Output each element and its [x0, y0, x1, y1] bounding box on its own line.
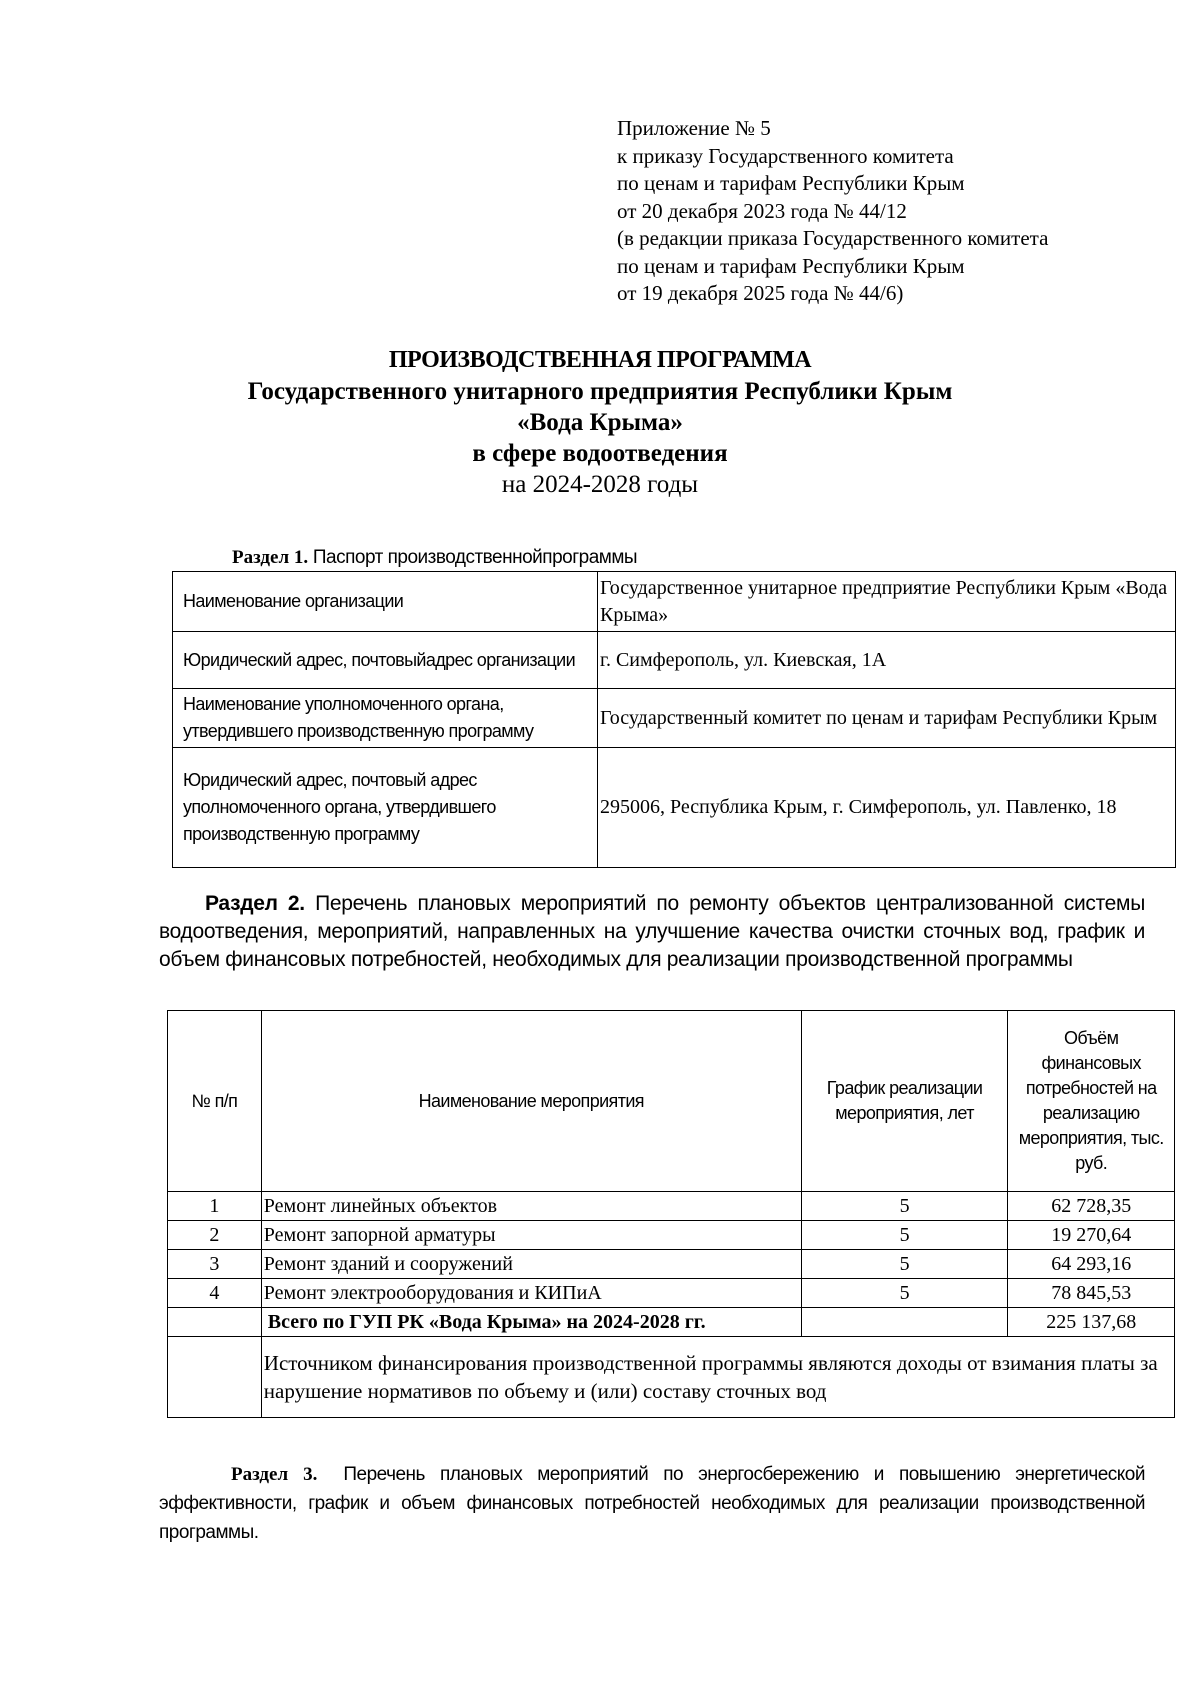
title-line: ПРОИЗВОДСТВЕННАЯ ПРОГРАММА	[388, 347, 812, 373]
appendix-line: Приложение № 5	[617, 116, 771, 140]
appendix-line: (в редакции приказа Государственного комитета	[617, 226, 1049, 250]
row-schedule: 5	[801, 1221, 1008, 1250]
passport-label: Юридический адрес, почтовый адрес уполномоченного органа, утвердившего производственную программу	[173, 748, 598, 868]
row-name: Ремонт зданий и сооружений	[261, 1250, 801, 1279]
appendix-line: от 19 декабря 2025 года № 44/6)	[617, 281, 904, 305]
section1-heading-label: Раздел 1.	[232, 547, 309, 568]
passport-table	[172, 571, 1176, 868]
section2-heading-text: Перечень плановых мероприятий по ремонту объектов централизованной системы водоотведения, мероприятий, направленных на улучшение качества очистки сточных вод, график и объем финансовых потребностей, необходимых для реализации производственной программы	[159, 892, 1145, 971]
title-line: на 2024-2028 годы	[501, 471, 699, 498]
section3-heading	[159, 1460, 1145, 1547]
passport-value: Государственное унитарное предприятие Республики Крым «Вода Крыма»	[598, 572, 1176, 632]
row-amount: 62 728,35	[1008, 1192, 1175, 1221]
row-schedule: 5	[801, 1279, 1008, 1308]
appendix-line: к приказу Государственного комитета	[617, 143, 954, 168]
total-schedule-empty	[801, 1308, 1008, 1337]
header-name: Наименование мероприятия	[261, 1011, 801, 1192]
appendix-line: по ценам и тарифам Республики Крым	[617, 253, 965, 278]
table-header-row	[168, 1011, 1175, 1192]
table-row	[173, 748, 1176, 868]
row-name: Ремонт линейных объектов	[261, 1192, 801, 1221]
row-num: 3	[168, 1250, 262, 1279]
passport-label: Юридический адрес, почтовыйадрес организации	[173, 632, 598, 689]
section1-heading-text: Паспорт производственнойпрограммы	[308, 547, 638, 568]
row-schedule: 5	[801, 1250, 1008, 1279]
title-line: Государственного унитарного предприятия Республики Крым	[247, 378, 953, 405]
total-row	[168, 1308, 1175, 1337]
financing-note: Источником финансирования производственной программы являются доходы от взимания платы за нарушение нормативов по объему и (или) составу сточных вод	[261, 1337, 1174, 1418]
row-name: Ремонт электрооборудования и КИПиА	[261, 1279, 801, 1308]
title-line: «Вода Крыма»	[517, 409, 683, 436]
table-row	[168, 1250, 1175, 1279]
row-name: Ремонт запорной арматуры	[261, 1221, 801, 1250]
table-row	[168, 1221, 1175, 1250]
section2-heading	[159, 890, 1145, 974]
document-title	[0, 345, 1200, 500]
passport-value: Государственный комитет по ценам и тарифам Республики Крым	[598, 689, 1176, 748]
note-num-empty	[168, 1337, 262, 1418]
table-row	[168, 1192, 1175, 1221]
appendix-reference	[617, 115, 1048, 308]
header-amount: Объём финансовых потребностей на реализацию мероприятия, тыс. руб.	[1008, 1011, 1175, 1192]
passport-label: Наименование уполномоченного органа, утвердившего производственную программу	[173, 689, 598, 748]
header-schedule: График реализации мероприятия, лет	[801, 1011, 1008, 1192]
row-amount: 78 845,53	[1008, 1279, 1175, 1308]
note-row	[168, 1337, 1175, 1418]
passport-value: г. Симферополь, ул. Киевская, 1А	[598, 632, 1176, 689]
header-num: № п/п	[168, 1011, 262, 1192]
title-line: в сфере водоотведения	[472, 440, 728, 467]
appendix-line: по ценам и тарифам Республики Крым	[617, 171, 965, 195]
row-schedule: 5	[801, 1192, 1008, 1221]
row-num: 4	[168, 1279, 262, 1308]
section3-heading-text: Перечень плановых мероприятий по энергосбережению и повышению энергетической эффективности, график и объем финансовых потребностей необходимых для реализации производственной программы.	[159, 1464, 1145, 1543]
passport-label: Наименование организации	[173, 572, 598, 632]
section2-heading-label: Раздел 2.	[205, 892, 305, 915]
row-num: 2	[168, 1221, 262, 1250]
row-num: 1	[168, 1192, 262, 1221]
table-row	[173, 632, 1176, 689]
passport-value: 295006, Республика Крым, г. Симферополь, ул. Павленко, 18	[598, 748, 1176, 868]
row-amount: 19 270,64	[1008, 1221, 1175, 1250]
total-amount: 225 137,68	[1008, 1308, 1175, 1337]
table-row	[173, 689, 1176, 748]
section3-heading-label: Раздел 3.	[231, 1464, 318, 1485]
section1-heading	[232, 547, 637, 569]
total-label: Всего по ГУП РК «Вода Крыма» на 2024-2028 гг.	[261, 1308, 801, 1337]
appendix-line: от 20 декабря 2023 года № 44/12	[617, 198, 907, 223]
table-row	[168, 1279, 1175, 1308]
measures-table	[167, 1010, 1175, 1418]
table-row	[173, 572, 1176, 632]
row-amount: 64 293,16	[1008, 1250, 1175, 1279]
total-num-empty	[168, 1308, 262, 1337]
